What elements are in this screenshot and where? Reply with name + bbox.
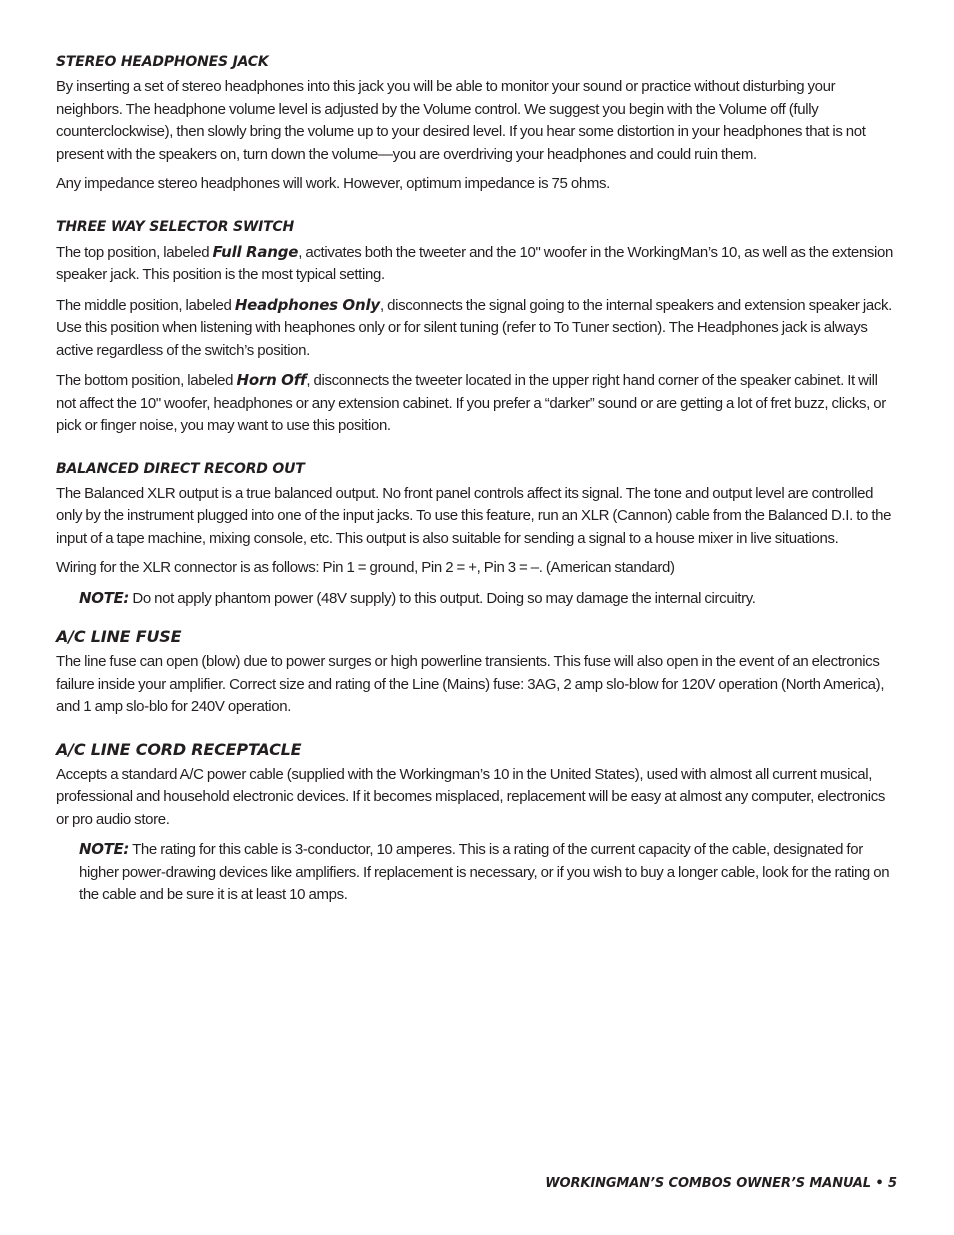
paragraph: The line fuse can open (blow) due to power surges or high powerline transients. This fuse will also open in the event of an electronics failure inside your amplifier. Correct size and rating of the Line (Mains) fuse: 3AG, 2 amp slo-blow for 120V operation (North America), and 1 amp slo-blo for 240V operation. <box>56 653 885 715</box>
paragraph: By inserting a set of stereo headphones into this jack you will be able to monitor your sound or practice without disturbing your neighbors. The headphone volume level is adjusted by the Volume control. We suggest you begin with the Volume off (fully counterclockwise), then slowly bring the volume up to your desired level. If you hear some distortion in your headphones that is not present with the speakers on, turn down the volume—you are overdriving your headphones and could ruin them. <box>56 78 866 163</box>
paragraph <box>56 241 898 287</box>
paragraph <box>56 369 898 438</box>
note-text: The rating for this cable is 3-conductor, 10 amperes. This is a rating of the current capacity of the cable, designated for higher power-drawing devices like amplifiers. If replacement is necessary, or if you wish to buy a longer cable, look for the rating on the cable and be sure it is at least 10 amps. <box>79 841 890 903</box>
section-title-three-way-selector-switch: THREE WAY SELECTOR SWITCH <box>56 218 295 235</box>
section-title-ac-line-cord-receptacle: A/C LINE CORD RECEPTACLE <box>56 739 302 759</box>
text-run: The bottom position, labeled <box>56 372 237 389</box>
switch-label-headphones-only: Headphones Only <box>234 295 380 314</box>
text-run: The middle position, labeled <box>56 296 235 314</box>
paragraph: The Balanced XLR output is a true balanced output. No front panel controls affect its signal. The tone and output level are controlled only by the instrument plugged into one of the input jacks. To use this feature, run an XLR (Cannon) cable from the Balanced D.I. to the input of a tape machine, mixing console, etc. This output is also suitable for sending a signal to a house mixer in live situations. <box>56 484 892 547</box>
text-run: The top position, labeled <box>56 243 213 261</box>
text-run: , activates both the tweeter and the 10" woofer in the WorkingMan’s 10, as well as the extension speaker jack. This position is the most typical setting. <box>56 243 893 283</box>
note-label: NOTE: <box>79 840 130 858</box>
manual-page <box>56 52 898 907</box>
section-title-balanced-direct-record-out: BALANCED DIRECT RECORD OUT <box>56 460 305 477</box>
section-title-ac-line-fuse: A/C LINE FUSE <box>56 627 182 646</box>
note-text: Do not apply phantom power (48V supply) to this output. Doing so may damage the internal circuitry. <box>129 589 756 607</box>
text-run: , disconnects the signal going to the internal speakers and extension speaker jack. Use this position when listening with heaphones only or for silent tuning (refer to To Tuner section). The Headphones jack is always active regardless of the switch’s position. <box>56 296 892 359</box>
paragraph: Any impedance stereo headphones will work. However, optimum impedance is 75 ohms. <box>56 175 610 192</box>
note <box>79 587 898 611</box>
text-run: , disconnects the tweeter located in the upper right hand corner of the speaker cabinet. It will not affect the 10" woofer, headphones or any extension cabinet. If you prefer a “darker” sound or are getting a lot of fret buzz, clicks, or pick or finger noise, you may want to use this position. <box>56 372 886 434</box>
paragraph: Accepts a standard A/C power cable (supplied with the Workingman’s 10 in the United States), used with almost all current musical, professional and household electronic devices. If it becomes misplaced, replacement will be easy at almost any computer, electronics or pro audio store. <box>56 765 886 828</box>
page-footer: WORKINGMAN’S COMBOS OWNER’S MANUAL • 5 <box>545 1176 897 1191</box>
paragraph <box>56 294 898 363</box>
switch-label-full-range: Full Range <box>212 242 299 261</box>
note <box>79 838 898 907</box>
switch-label-horn-off: Horn Off <box>236 371 307 389</box>
section-title-stereo-headphones-jack: STEREO HEADPHONES JACK <box>56 54 269 70</box>
note-label: NOTE: <box>79 588 130 607</box>
paragraph: Wiring for the XLR connector is as follows: Pin 1 = ground, Pin 2 = +, Pin 3 = –. (American standard) <box>56 559 675 576</box>
